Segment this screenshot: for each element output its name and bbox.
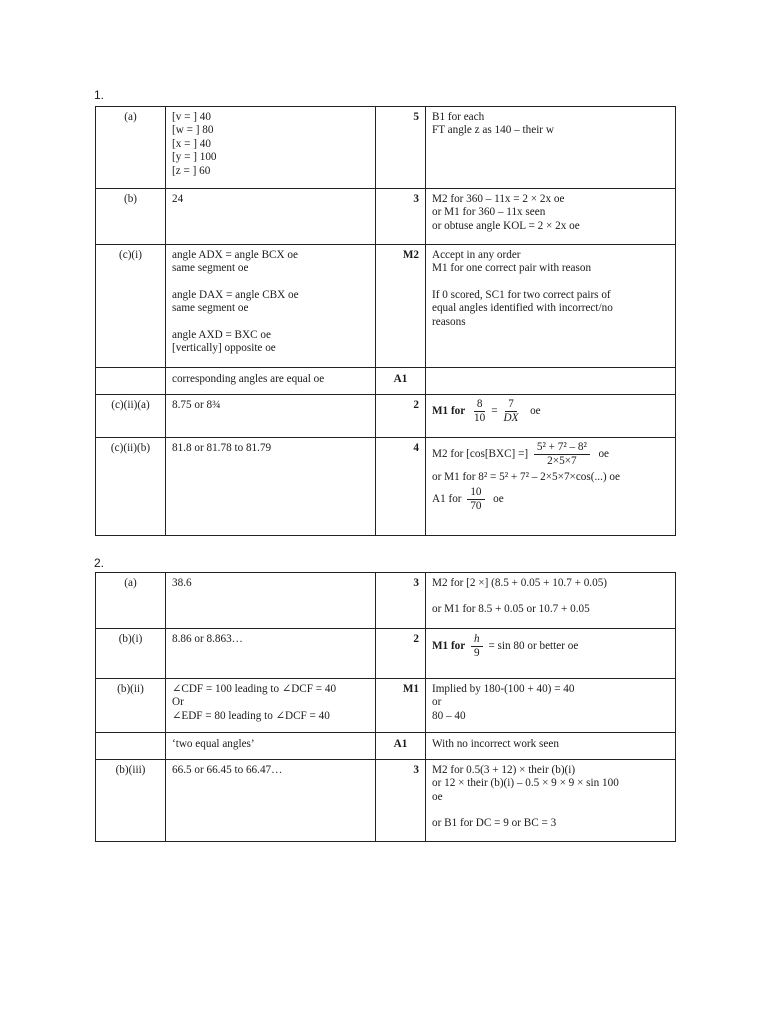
- table-row: [96, 760, 676, 842]
- marks-cell: 2: [376, 629, 426, 679]
- guidance-cell: [426, 107, 676, 189]
- guidance-line: A1 for $\frac{10}{70}$ oe: [432, 486, 504, 513]
- guidance-cell: [426, 629, 676, 679]
- answer-line: [y = ] 100: [172, 151, 217, 164]
- table-row: [96, 245, 676, 368]
- fraction: $\frac{\text{5² + 7² – 8²}}{2\times 5\times 7}$: [534, 441, 590, 468]
- guidance-line: M1 for $\frac{h}{9}$ = sin 80 or better oe: [432, 633, 579, 659]
- marks-cell: 4: [376, 438, 426, 536]
- answer-cell: 8.75 or 8¾: [166, 395, 376, 438]
- guidance-line: or B1 for DC = 9 or BC = 3: [432, 817, 557, 830]
- guidance-line: 80 – 40: [432, 709, 466, 722]
- answer-line: [v = ] 40: [172, 111, 211, 123]
- guidance-line: M2 for [cos[BXC] =] $\frac{\text{5² + 7² – 8²}}{2\times 5\times 7}$ oe: [432, 441, 609, 467]
- table-row: [96, 438, 676, 536]
- guidance-line: Implied by 180-(100 + 40) = 40: [432, 683, 575, 695]
- answer-cell: 38.6: [166, 573, 376, 629]
- guidance-cell: [426, 760, 676, 842]
- guidance-line: equal angles identified with incorrect/no: [432, 302, 613, 315]
- answer-cell: [166, 679, 376, 733]
- guidance-line: M2 for 0.5(3 + 12) × their (b)(i): [432, 764, 576, 776]
- part-label: (c)(ii)(b): [96, 438, 166, 536]
- guidance-line: oe: [432, 790, 443, 803]
- guidance-line: reasons: [432, 315, 466, 328]
- part-label: (b)(ii): [96, 679, 166, 733]
- guidance-line: If 0 scored, SC1 for two correct pairs of: [432, 288, 611, 301]
- question-number-1: 1.: [94, 88, 105, 102]
- marks-cell: 2: [376, 395, 426, 438]
- guidance-cell: [426, 438, 676, 536]
- answer-line: ∠EDF = 80 leading to ∠DCF = 40: [172, 709, 330, 722]
- fraction: $\frac{7}{DX}$: [503, 398, 519, 424]
- guidance-line: B1 for each: [432, 111, 485, 123]
- part-label: [96, 733, 166, 760]
- part-label: [96, 368, 166, 395]
- table-row: [96, 395, 676, 438]
- answer-cell: 81.8 or 81.78 to 81.79: [166, 438, 376, 536]
- table-row: [96, 629, 676, 679]
- answer-cell: ‘two equal angles’: [166, 733, 376, 760]
- answer-line: Or: [172, 696, 184, 709]
- answer-line: angle AXD = BXC oe: [172, 328, 271, 341]
- answer-cell: [166, 245, 376, 368]
- part-label: (b): [96, 189, 166, 245]
- guidance-line: or 12 × their (b)(i) – 0.5 × 9 × 9 × sin 100: [432, 777, 619, 790]
- marks-cell: M1: [376, 679, 426, 733]
- answer-line: [z = ] 60: [172, 164, 211, 177]
- answer-line: [w = ] 80: [172, 124, 214, 137]
- guidance-line: M1 for one correct pair with reason: [432, 262, 592, 275]
- part-label: (c)(ii)(a): [96, 395, 166, 438]
- guidance-line: Accept in any order: [432, 249, 521, 261]
- fraction: $\frac{h}{9}$: [471, 633, 483, 660]
- mark-scheme-table-q2: [95, 572, 676, 842]
- table-row: [96, 189, 676, 245]
- guidance-cell: [426, 245, 676, 368]
- part-label: (b)(iii): [96, 760, 166, 842]
- answer-line: ∠CDF = 100 leading to ∠DCF = 40: [172, 683, 337, 695]
- guidance-line: or M1 for 8² = 5² + 7² – 2×5×7×cos(...) oe: [432, 471, 620, 483]
- answer-cell: [166, 107, 376, 189]
- answer-line: [x = ] 40: [172, 137, 211, 150]
- part-label: (c)(i): [96, 245, 166, 368]
- table-row: [96, 733, 676, 760]
- marks-cell: 3: [376, 189, 426, 245]
- marks-cell: 3: [376, 760, 426, 842]
- answer-line: angle ADX = angle BCX oe: [172, 249, 298, 261]
- answer-line: angle DAX = angle CBX oe: [172, 288, 299, 301]
- guidance-line: M1 for $\frac{8}{10}$ = $\frac{7}{DX}$ oe: [432, 398, 541, 424]
- guidance-cell: [426, 368, 676, 395]
- guidance-line: M2 for 360 – 11x = 2 × 2x oe: [432, 193, 565, 205]
- guidance-line: or M1 for 360 – 11x seen: [432, 206, 546, 219]
- guidance-line: M2 for [2 ×] (8.5 + 0.05 + 10.7 + 0.05): [432, 577, 608, 589]
- answer-line: same segment oe: [172, 262, 249, 275]
- answer-line: 24: [172, 193, 184, 205]
- guidance-cell: [426, 679, 676, 733]
- fraction: $\frac{10}{70}$: [467, 486, 484, 513]
- marks-cell: 5: [376, 107, 426, 189]
- guidance-line: or M1 for 8.5 + 0.05 or 10.7 + 0.05: [432, 603, 590, 616]
- answer-cell: corresponding angles are equal oe: [166, 368, 376, 395]
- guidance-cell: [426, 189, 676, 245]
- fraction: $\frac{8}{10}$: [474, 398, 486, 424]
- guidance-line: or: [432, 696, 442, 709]
- marks-cell: M2: [376, 245, 426, 368]
- guidance-cell: With no incorrect work seen: [426, 733, 676, 760]
- marks-cell: 3: [376, 573, 426, 629]
- part-label: (b)(i): [96, 629, 166, 679]
- marks-cell: A1: [376, 733, 426, 760]
- marks-cell: A1: [376, 368, 426, 395]
- answer-cell: 8.86 or 8.863…: [166, 629, 376, 679]
- guidance-cell: [426, 573, 676, 629]
- answer-line: [vertically] opposite oe: [172, 342, 276, 355]
- table-row: [96, 573, 676, 629]
- guidance-line: or obtuse angle KOL = 2 × 2x oe: [432, 219, 580, 232]
- guidance-line: FT angle z as 140 – their w: [432, 124, 554, 137]
- answer-cell: [166, 189, 376, 245]
- table-row: [96, 679, 676, 733]
- question-number-2: 2.: [94, 556, 105, 570]
- answer-line: same segment oe: [172, 302, 249, 315]
- guidance-cell: [426, 395, 676, 438]
- table-row: [96, 368, 676, 395]
- answer-cell: 66.5 or 66.45 to 66.47…: [166, 760, 376, 842]
- table-row: [96, 107, 676, 189]
- part-label: (a): [96, 107, 166, 189]
- mark-scheme-table-q1: [95, 106, 676, 536]
- part-label: (a): [96, 573, 166, 629]
